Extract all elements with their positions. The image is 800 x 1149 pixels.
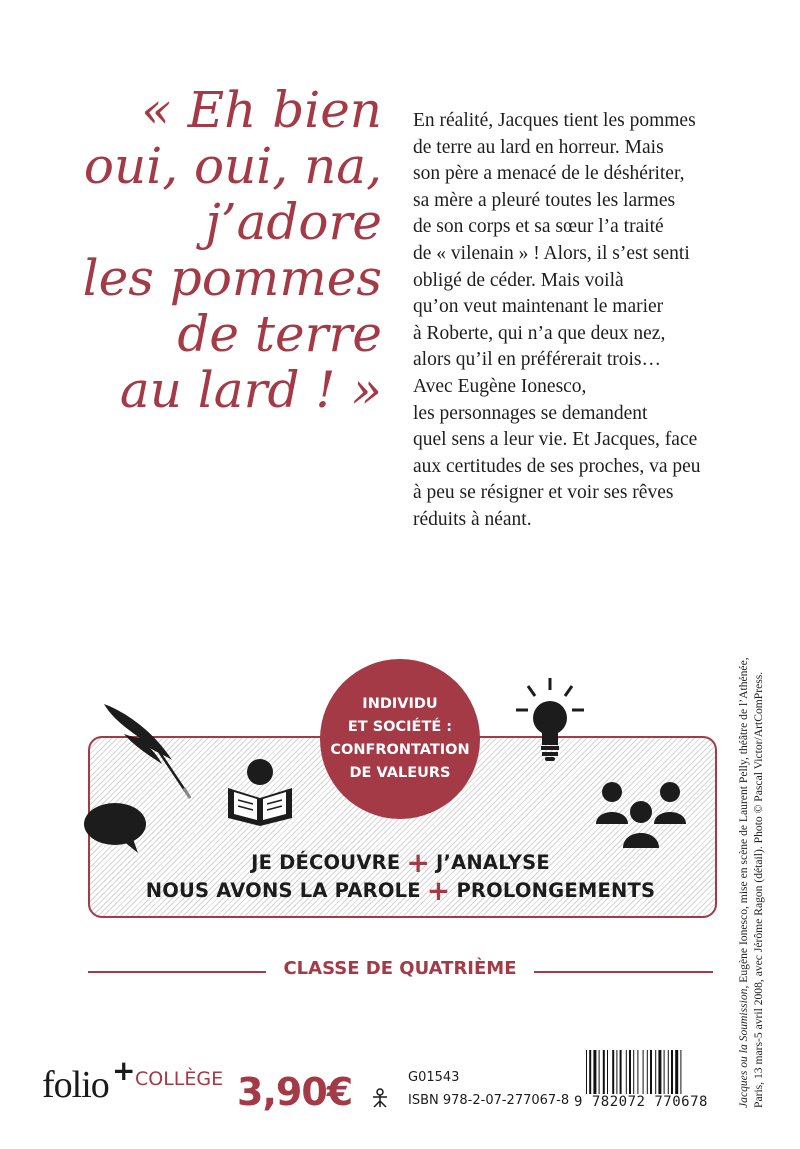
blurb-line: son père a menacé de le déshériter,	[413, 163, 685, 185]
barcode-bar	[668, 1050, 669, 1094]
group-icon	[594, 780, 690, 852]
quote-line: j’adore	[205, 193, 382, 251]
barcode-bar	[629, 1050, 631, 1094]
barcode-bar	[647, 1050, 648, 1094]
barcode-bar	[633, 1050, 634, 1094]
blurb-line: à Roberte, qui n’a que deux nez,	[413, 322, 666, 344]
price: 3,90€	[237, 1070, 353, 1114]
barcode	[574, 1050, 726, 1114]
blurb-line: aux certitudes de ses proches, va peu	[413, 455, 701, 477]
quote-line: de terre	[177, 305, 382, 363]
barcode-bar	[593, 1050, 596, 1094]
blurb-line: de terre au lard en horreur. Mais	[413, 136, 664, 158]
blurb-line: à peu se résigner et voir ses rêves	[413, 482, 674, 504]
blurb-line: de son corps et sa sœur l’a traité	[413, 216, 664, 238]
badge-line: ET SOCIÉTÉ :	[347, 719, 453, 735]
blurb-line: de « vilenain » ! Alors, il s’est senti	[413, 242, 690, 264]
sections-row-2	[88, 874, 713, 907]
rule-right	[534, 971, 713, 973]
badge-line: CONFRONTATION	[330, 742, 470, 758]
badge-line: INDIVIDU	[362, 696, 438, 712]
quote-line: « Eh bien	[141, 81, 382, 139]
barcode-bar	[637, 1050, 638, 1094]
blurb-line: qu’on veut maintenant le marier	[413, 296, 664, 318]
quote-line: les pommes	[82, 249, 382, 307]
rule-left	[88, 971, 266, 973]
barcode-bar	[626, 1050, 627, 1094]
photo-credit	[737, 657, 766, 1108]
barcode-bar	[607, 1050, 608, 1094]
product-code: G01543	[408, 1070, 460, 1085]
quote-line: au lard ! »	[119, 361, 382, 419]
blurb-line: En réalité, Jacques tient les pommes	[413, 110, 696, 131]
barcode-bar	[643, 1050, 644, 1094]
credit-line-2: Paris, 13 mars-5 avril 2008, avec Jérôme Ragon (détail). Photo © Pascal Victor/ArtComPress.	[751, 671, 765, 1108]
credit-title: Jacques ou la Soumission	[737, 988, 750, 1108]
blurb-line: alors qu’il en préférerait trois…	[413, 349, 661, 371]
small-emblem-icon	[370, 1087, 390, 1109]
barcode-bar	[655, 1050, 656, 1094]
blurb-line: sa mère a pleuré toutes les larmes	[413, 189, 676, 211]
barcode-bar	[680, 1050, 681, 1094]
barcode-bar	[599, 1050, 600, 1094]
section-je-decouvre: JE DÉCOUVRE	[251, 851, 401, 874]
quote-line: oui, oui, na,	[83, 137, 382, 195]
section-prolongements: PROLONGEMENTS	[456, 879, 656, 902]
theme-badge	[320, 659, 480, 819]
level-label: CLASSE DE QUATRIÈME	[283, 958, 517, 979]
blurb-line: les personnages se demandent	[413, 402, 648, 424]
barcode-bar	[616, 1050, 617, 1094]
section-nous-avons-la-parole: NOUS AVONS LA PAROLE	[145, 879, 421, 902]
collection-label: COLLÈGE	[135, 1068, 224, 1090]
reader-icon	[224, 758, 296, 826]
barcode-bar	[650, 1050, 652, 1094]
barcode-bar	[671, 1050, 673, 1094]
barcode-bar	[603, 1050, 605, 1094]
brand-plus: +	[112, 1054, 136, 1087]
barcode-bar	[664, 1050, 665, 1094]
back-cover-blurb	[413, 108, 758, 534]
barcode-bar	[586, 1050, 587, 1094]
blurb-line: quel sens a leur vie. Et Jacques, face	[413, 429, 698, 451]
barcode-bar	[675, 1050, 678, 1094]
isbn: ISBN 978-2-07-277067-8	[408, 1093, 570, 1108]
barcode-bar	[589, 1050, 591, 1094]
section-j-analyse: J’ANALYSE	[436, 851, 550, 874]
speech-bubble-icon	[82, 800, 148, 854]
brand-folio: folio	[42, 1064, 109, 1106]
lightbulb-icon	[514, 676, 586, 762]
barcode-bar	[658, 1050, 661, 1094]
credit-line-1: , Eugène Ionesco, mise en scène de Laurent Pelly, théâtre de l’Athénée,	[737, 657, 750, 989]
badge-line: DE VALEURS	[349, 765, 451, 781]
pull-quote	[42, 82, 382, 418]
blurb-line: réduits à néant.	[413, 508, 532, 530]
barcode-bar	[620, 1050, 622, 1094]
quill-icon	[96, 698, 196, 802]
plus-separator: +	[406, 846, 431, 879]
plus-separator: +	[426, 874, 451, 907]
barcode-bar	[612, 1050, 614, 1094]
barcode-digits: 9 782072 770678	[574, 1092, 726, 1110]
blurb-line: obligé de céder. Mais voilà	[413, 269, 624, 291]
blurb-line: Avec Eugène Ionesco,	[413, 375, 587, 397]
